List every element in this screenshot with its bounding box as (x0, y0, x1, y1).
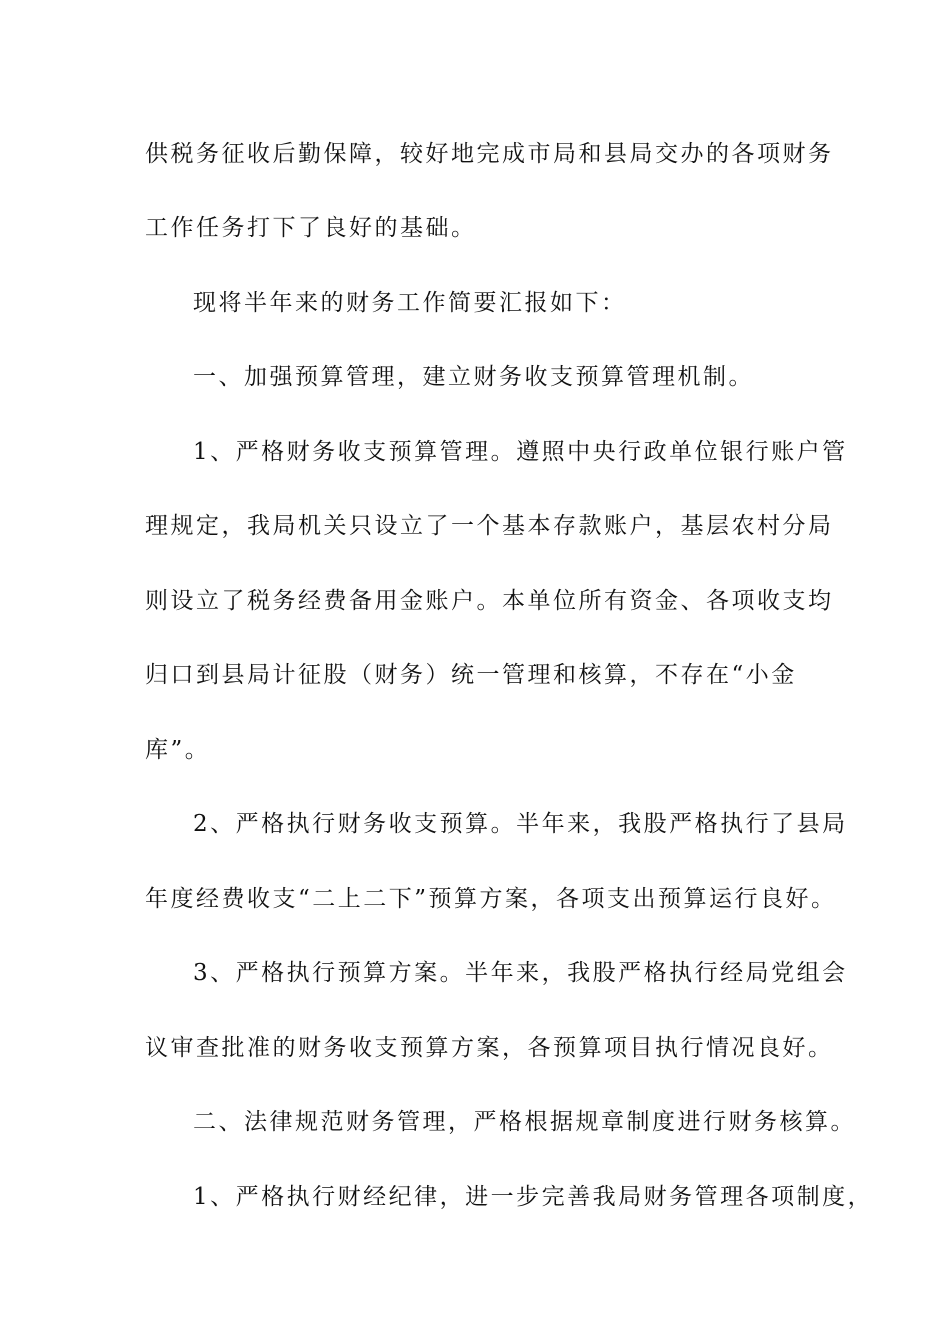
text-line: 3、严格执行预算方案。半年来，我股严格执行经局党组会 (193, 960, 848, 986)
text-line: 理规定，我局机关只设立了一个基本存款账户，基层农村分局 (145, 513, 834, 539)
text-line: 1、严格执行财经纪律，进一步完善我局财务管理各项制度， (193, 1184, 874, 1210)
text-line: 则设立了税务经费备用金账户。本单位所有资金、各项收支均 (145, 588, 834, 614)
text-line: 1、严格财务收支预算管理。遵照中央行政单位银行账户管 (193, 439, 848, 465)
text-line: 库”。 (145, 737, 211, 763)
section-heading: 一、加强预算管理，建立财务收支预算管理机制。 (193, 364, 754, 390)
text-line: 归口到县局计征股（财务）统一管理和核算，不存在“小金 (145, 662, 797, 688)
section-heading: 二、法律规范财务管理，严格根据规章制度进行财务核算。 (193, 1109, 856, 1135)
text-line: 工作任务打下了良好的基础。 (145, 215, 477, 241)
text-line: 现将半年来的财务工作简要汇报如下： (193, 290, 627, 316)
text-line: 2、严格执行财务收支预算。半年来，我股严格执行了县局 (193, 811, 848, 837)
text-line: 议审查批准的财务收支预算方案，各预算项目执行情况良好。 (145, 1035, 834, 1061)
text-line: 年度经费收支“二上二下”预算方案，各项支出预算运行良好。 (145, 886, 837, 912)
text-line: 供税务征收后勤保障，较好地完成市局和县局交办的各项财务 (145, 141, 834, 167)
